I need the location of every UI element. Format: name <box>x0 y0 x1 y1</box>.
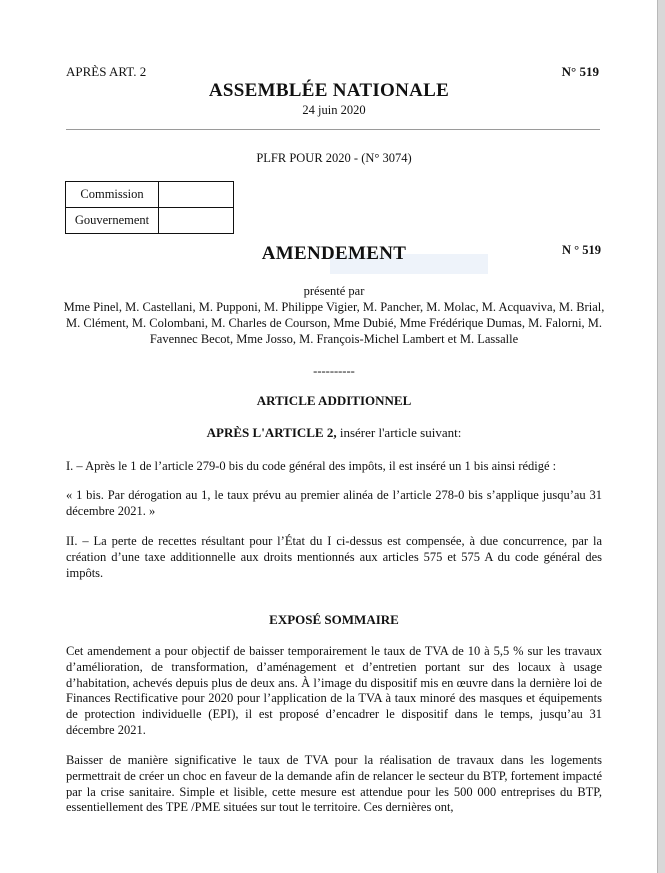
article-paragraph-1: I. – Après le 1 de l’article 279-0 bis du code général des impôts, il est inséré un 1 bis ainsi rédigé : <box>66 459 557 473</box>
table-row <box>66 182 234 208</box>
table-row <box>66 208 234 234</box>
government-label: Gouvernement <box>66 208 159 234</box>
status-table <box>65 181 234 234</box>
article-instruction <box>0 425 665 441</box>
commission-label: Commission <box>66 182 159 208</box>
article-title: ARTICLE ADDITIONNEL <box>256 393 412 408</box>
article-instruction-rest: insérer l'article suivant: <box>336 425 462 440</box>
article-instruction-bold: APRÈS L'ARTICLE 2, <box>206 425 337 440</box>
expose-title: EXPOSÉ SOMMAIRE <box>269 612 399 627</box>
header-divider <box>66 129 600 130</box>
assembly-title: ASSEMBLÉE NATIONALE <box>208 80 450 101</box>
amendment-number-top: N° 519 <box>561 64 599 79</box>
article-paragraph-2: « 1 bis. Par dérogation au 1, le taux prévu au premier alinéa de l’article 278-0 bis s’applique jusqu’au 31 décembre 2021. » <box>66 488 606 518</box>
government-value <box>159 208 234 234</box>
bill-reference: PLFR POUR 2020 - (N° 3074) <box>256 151 412 165</box>
article-position: APRÈS ART. 2 <box>66 64 147 79</box>
separator: ---------- <box>313 364 355 378</box>
commission-value <box>159 182 234 208</box>
authors-list: Mme Pinel, M. Castellani, M. Pupponi, M. Philippe Vigier, M. Pancher, M. Molac, M. Acquaviva, M. Brial, M. Clément, M. Colombani, M. Charles de Courson, Mme Dubié, Mme Frédérique Dumas, M. Falorni, M. Favennec Becot, Mme Josso, M. François-Michel Lambert et M. Lassalle <box>63 300 605 346</box>
vertical-scrollbar[interactable] <box>658 0 665 873</box>
expose-paragraph-2: Baisser de manière significative le taux de TVA pour la réalisation de travaux dans les logements permettrait de créer un choc en faveur de la demande afin de relancer le secteur du BTP, fortement impacté par la crise sanitaire. Simple et lisible, cette mesure est attendue pour les 500 000 entreprises du BTP, essentiellement des TPE /PME situées sur tout le territoire. Ces dernières ont, <box>66 753 606 815</box>
document-date: 24 juin 2020 <box>302 103 366 117</box>
expose-paragraph-1: Cet amendement a pour objectif de baisser temporairement le taux de TVA de 10 à 5,5 % sur les travaux d’amélioration, de transformation, d’aménagement et d’entretien portant sur des locaux à usage d’habitation, achevés depuis plus de deux ans. À l’image du dispositif mis en œuvre dans la dernière loi de Finances Rectificative pour 2020 pour l’application de la TVA à taux minoré des masques et équipements de protection individuelle (EPI), il est proposé d’encadrer le dispositif dans le temps, jusqu’au 31 décembre 2021. <box>66 644 606 737</box>
amendment-number: N ° 519 <box>561 243 601 257</box>
presented-by: présenté par <box>303 284 365 298</box>
article-paragraph-3: II. – La perte de recettes résultant pour l’État du I ci-dessus est compensée, à due concurrence, par la création d’une taxe additionnelle aux droits mentionnés aux articles 575 et 575 A du code général des impôts. <box>66 534 606 580</box>
amendment-title: AMENDEMENT <box>261 243 407 264</box>
